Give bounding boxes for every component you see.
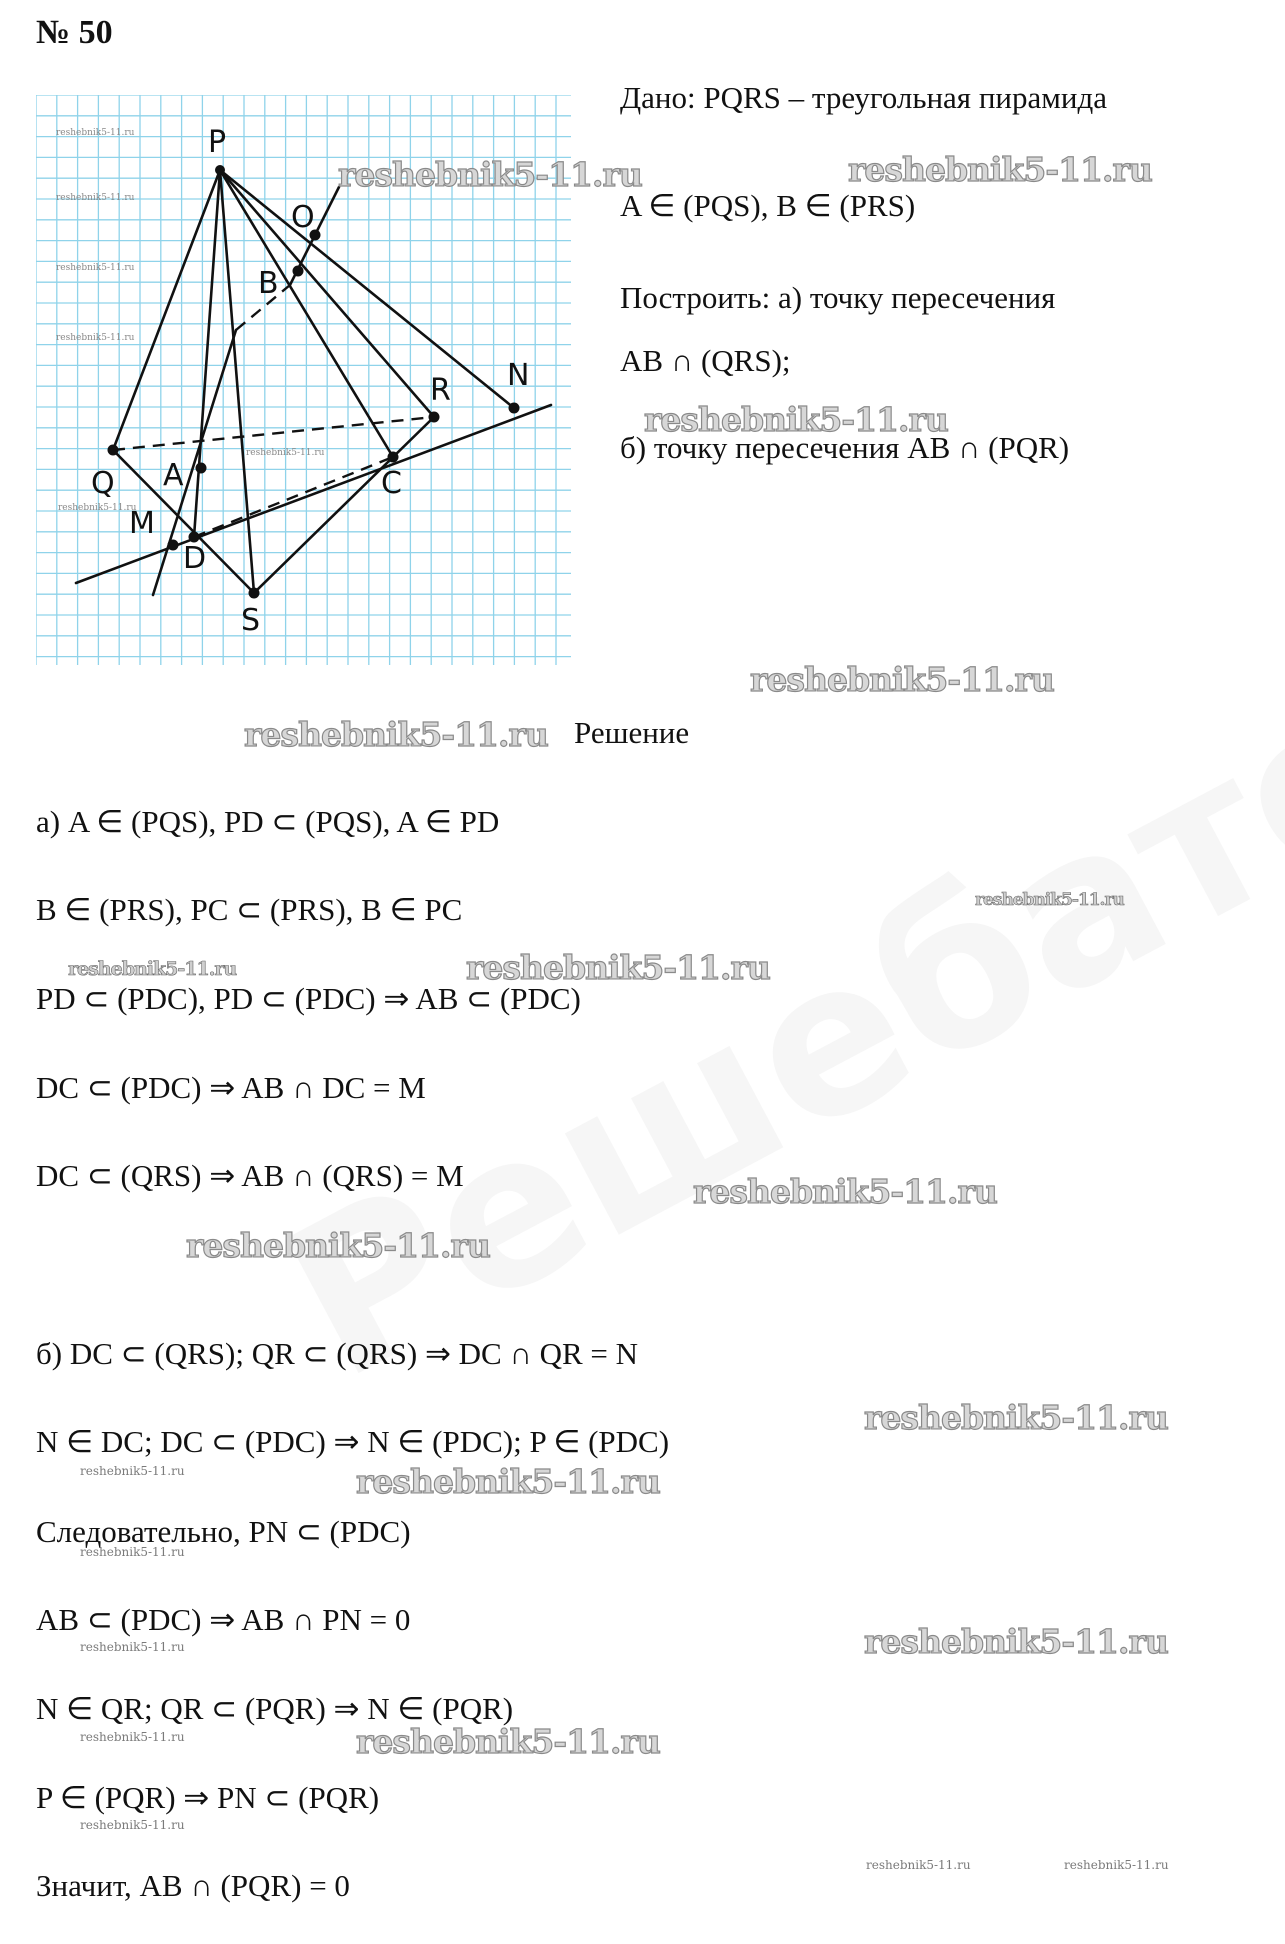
watermark: reshebnik5-11.ru — [644, 400, 948, 439]
solution-b-line-2: N ∈ DC; DC ⊂ (PDC) ⇒ N ∈ (PDC); P ∈ (PDC) — [36, 1424, 670, 1459]
watermark: reshebnik5-11.ru — [864, 1398, 1168, 1437]
label-A: A — [163, 458, 184, 493]
watermark: reshebnik5-11.ru — [356, 1722, 660, 1761]
point-N — [509, 403, 520, 414]
watermark: reshebnik5-11.ru — [866, 1858, 971, 1872]
watermark: reshebnik5-11.ru — [466, 948, 770, 987]
grid-watermark: reshebnik5-11.ru — [56, 128, 135, 138]
point-S — [249, 588, 260, 599]
label-O: O — [291, 200, 315, 235]
solution-title: Решение — [574, 715, 690, 750]
grid-watermark: reshebnik5-11.ru — [56, 263, 135, 273]
point-A — [196, 463, 207, 474]
given-line-5: б) точку пересечения AB ∩ (PQR) — [620, 430, 1070, 465]
label-C: C — [381, 466, 402, 501]
grid-watermarks — [56, 128, 325, 513]
label-Q: Q — [91, 466, 115, 501]
grid-watermark: reshebnik5-11.ru — [246, 448, 325, 458]
solution-a-line-2: B ∈ (PRS), PC ⊂ (PRS), B ∈ PC — [36, 892, 463, 927]
watermark: reshebnik5-11.ru — [80, 1464, 185, 1478]
label-M: M — [129, 506, 155, 541]
solution-a-line-1: а) A ∈ (PQS), PD ⊂ (PQS), A ∈ PD — [36, 804, 500, 839]
solution-b-line-4: AB ⊂ (PDC) ⇒ AB ∩ PN = 0 — [36, 1602, 411, 1637]
solution-b-line-7: Значит, AB ∩ (PQR) = 0 — [36, 1868, 350, 1903]
watermark: reshebnik5-11.ru — [186, 1226, 490, 1265]
point-B — [293, 266, 304, 277]
solution-a-line-4: DC ⊂ (PDC) ⇒ AB ∩ DC = M — [36, 1070, 426, 1105]
point-Q — [108, 445, 119, 456]
solution-a-line-5: DC ⊂ (QRS) ⇒ AB ∩ (QRS) = M — [36, 1158, 464, 1193]
watermark: reshebnik5-11.ru — [80, 1545, 185, 1559]
grid-watermark: reshebnik5-11.ru — [56, 333, 135, 343]
watermark: reshebnik5-11.ru — [693, 1172, 997, 1211]
solution-b-line-1: б) DC ⊂ (QRS); QR ⊂ (QRS) ⇒ DC ∩ QR = N — [36, 1336, 639, 1371]
watermark: reshebnik5-11.ru — [80, 1818, 185, 1832]
solution-b-line-5: N ∈ QR; QR ⊂ (PQR) ⇒ N ∈ (PQR) — [36, 1691, 514, 1726]
solution-b-line-3: Следовательно, PN ⊂ (PDC) — [36, 1514, 411, 1549]
watermark: reshebnik5-11.ru — [244, 715, 548, 754]
point-C — [388, 452, 399, 463]
point-M — [168, 540, 179, 551]
watermark: reshebnik5-11.ru — [338, 155, 642, 194]
watermark: reshebnik5-11.ru — [975, 890, 1124, 910]
given-line-1: Дано: PQRS – треугольная пирамида — [620, 80, 1107, 115]
grid-watermark: reshebnik5-11.ru — [58, 503, 137, 513]
label-N: N — [507, 358, 530, 393]
point-R — [429, 412, 440, 423]
line-MN — [76, 405, 551, 583]
watermark: reshebnik5-11.ru — [848, 150, 1152, 189]
watermark: reshebnik5-11.ru — [1064, 1858, 1169, 1872]
problem-number: № 50 — [36, 14, 113, 51]
label-D: D — [183, 541, 207, 576]
watermark: reshebnik5-11.ru — [750, 660, 1054, 699]
watermark: reshebnik5-11.ru — [80, 1640, 185, 1654]
label-S: S — [241, 603, 261, 638]
label-B: B — [258, 266, 279, 301]
label-R: R — [430, 373, 451, 408]
given-line-4: AB ∩ (QRS); — [620, 343, 791, 378]
edge-PS — [220, 170, 254, 593]
solution-b-line-6: P ∈ (PQR) ⇒ PN ⊂ (PQR) — [36, 1780, 380, 1815]
watermark: reshebnik5-11.ru — [68, 958, 237, 980]
label-P: P — [208, 125, 227, 160]
given-line-3: Построить: а) точку пересечения — [620, 280, 1056, 315]
grid-watermark: reshebnik5-11.ru — [56, 193, 135, 203]
watermark: reshebnik5-11.ru — [864, 1622, 1168, 1661]
watermark: reshebnik5-11.ru — [80, 1730, 185, 1744]
given-line-2: A ∈ (PQS), B ∈ (PRS) — [620, 188, 916, 223]
watermark: reshebnik5-11.ru — [356, 1462, 660, 1501]
solution-a-line-3: PD ⊂ (PDC), PD ⊂ (PDC) ⇒ AB ⊂ (PDC) — [36, 981, 581, 1016]
point-P — [215, 165, 225, 175]
